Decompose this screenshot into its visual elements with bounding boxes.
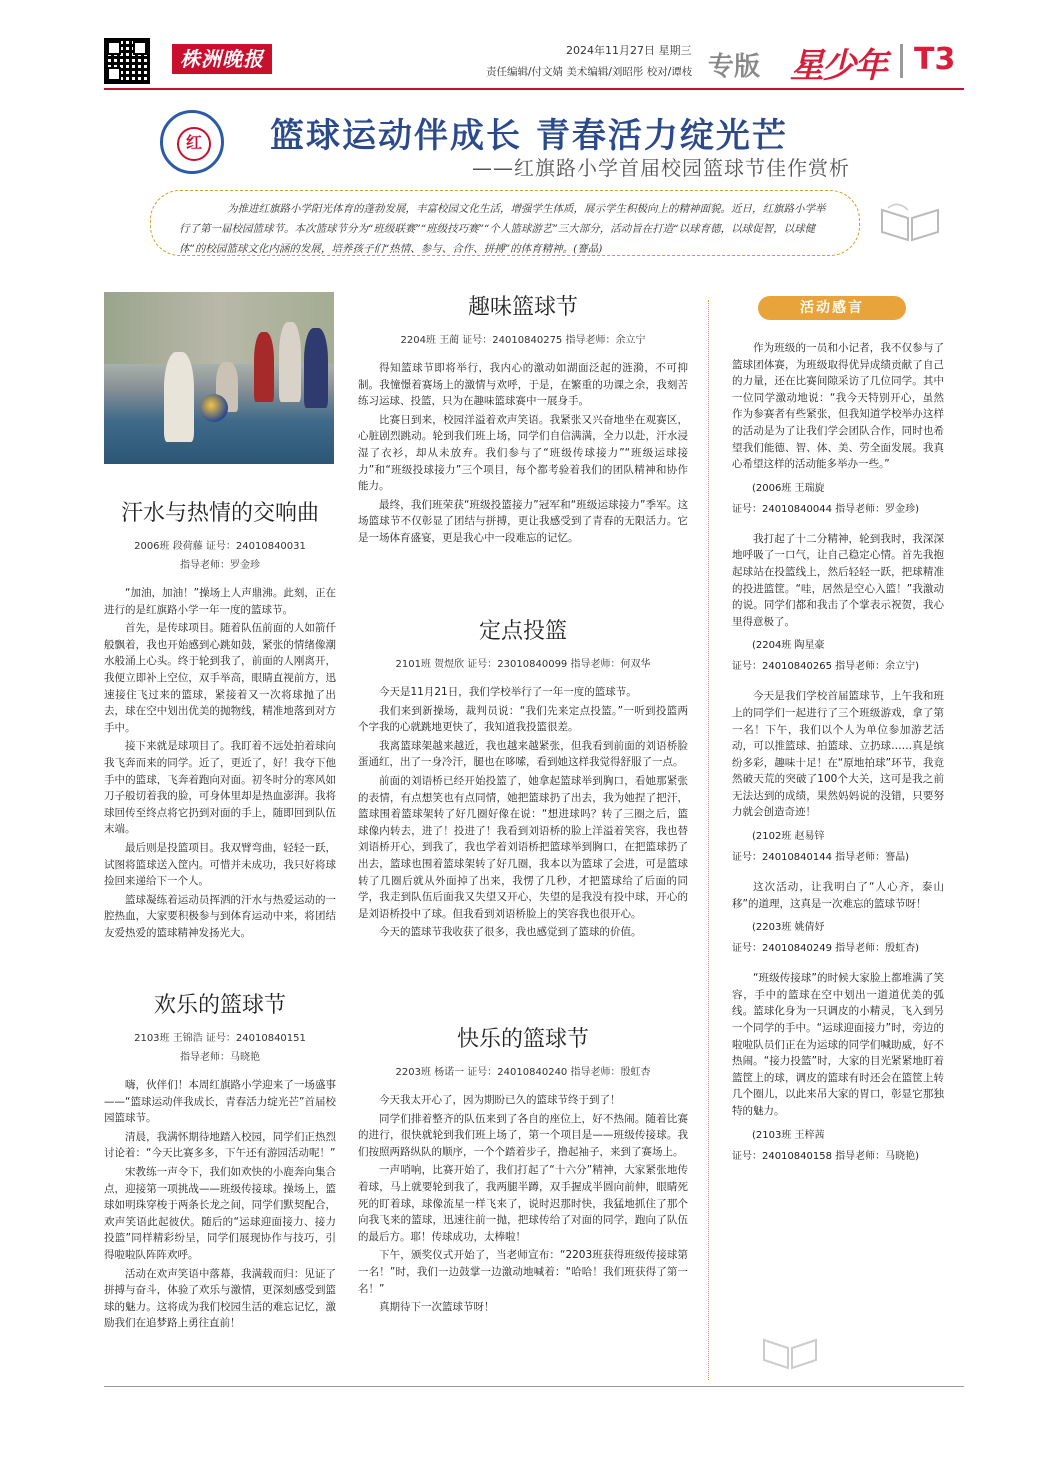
- reflections-list: [732, 340, 944, 1178]
- article-paragraph: 嗨，伙伴们！本周红旗路小学迎来了一场盛事——“篮球运动伴我成长，青春活力绽光芒”首届校园篮球节。: [104, 1079, 336, 1125]
- page-number: T3: [914, 42, 956, 77]
- article-body: [358, 360, 688, 547]
- article-paragraph: 最后则是投篮项目。我双臂弯曲，轻轻一跃，试图将篮球送入筐内。可惜并未成功，我只好将球捡回来递给下一个人。: [104, 841, 336, 888]
- article-title: 汗水与热情的交响曲: [120, 501, 319, 526]
- article-paragraph: 今天我太开心了，因为期盼已久的篮球节终于到了！: [379, 1094, 621, 1106]
- section-tag: 活动感言: [758, 296, 906, 320]
- article-paragraph: 下午，颁奖仪式开始了，当老师宣布：“2203班获得班级传接球第一名！”时，我们一边鼓掌一边激动地喊着：“哈哈！我们班获得了第一名！”: [358, 1249, 688, 1295]
- column-divider: [708, 300, 709, 1380]
- article-paragraph: 真期待下一次篮球节呀！: [379, 1301, 495, 1314]
- article-fixed-shot: [358, 614, 688, 943]
- article-paragraph: 今天的篮球节我收获了很多，我也感觉到了篮球的价值。: [379, 926, 642, 939]
- school-emblem-icon: [160, 110, 224, 174]
- article-paragraph: “加油，加油！”操场上人声鼎沸。此刻，正在进行的是红旗路小学一年一度的篮球节。: [104, 587, 336, 616]
- article-byline: 2103班 王锦浩 证号：24010840151: [134, 1033, 306, 1044]
- article-paragraph: 活动在欢声笑语中落幕，我满载而归：见证了拼搏与奋斗，体验了欢乐与激情，更深刻感受到篮球的魅力。这将成为我们校园生活的难忘记忆，激励我们在追梦路上勇往直前！: [104, 1267, 336, 1330]
- reflection-id: 证号：24010840044 指导老师：罗金珍): [732, 503, 920, 515]
- article-paragraph: 接下来就是球项目了。我盯着不远处拍着球向我飞奔而来的同学。近了，更近了，好！我夺下他手中的篮球，飞奔着跑向对面。初冬时分的寒风如刀子般切着我的脸，可身体里却是热血澎湃。我将球回传至终点将它扔到对面的手上，随即回到队伍末端。: [104, 740, 336, 836]
- reflection-signature: (2006班 王瑞旋: [752, 482, 825, 494]
- reflection-signature: (2103班 王梓茜: [752, 1129, 825, 1141]
- reflection-id: 证号：24010840144 指导老师：謇晶): [732, 852, 910, 864]
- basketball-photo: [104, 292, 334, 464]
- article-paragraph: 我离篮球架越来越近，我也越来越紧张，但我看到前面的刘语桥脸蛋通红，出了一身冷汗，腿也在哆嗦，看到她这样我觉得舒服了一点。: [358, 739, 688, 769]
- editor-credits: 责任编辑/付文婧 美术编辑/刘昭彤 校对/谭枝: [486, 66, 693, 78]
- intro-text: 为推进红旗路小学阳光体育的蓬勃发展，丰富校园文化生活，增强学生体质，展示学生积极向上的精神面貌。近日，红旗路小学举行了第一届校园篮球节。本次篮球节分为“班级联赛”“班级技巧赛”“个人篮球游艺”三大部分，活动旨在打造“以球育德，以球促智，以球健体”的校园篮球文化内涵的发展，培养孩子们“热情、参与、合作、拼搏”的体育精神。(謇晶): [179, 203, 826, 255]
- reflection-entry: [732, 970, 944, 1161]
- article-fun-festival: [358, 290, 688, 549]
- article-byline: 2101班 贺煜欣 证号：23010840099 指导老师：何双华: [395, 659, 651, 670]
- article-title: 欢乐的篮球节: [153, 993, 286, 1018]
- article-sweat-passion: [104, 496, 336, 943]
- reflection-entry: [732, 340, 944, 515]
- article-teacher: 指导老师：马晓艳: [180, 1052, 260, 1063]
- article-paragraph: 宋教练一声令下，我们如欢快的小鹿奔向集合点，迎接第一项挑战——班级传接球。操场上，篮球如明珠穿梭于两条长龙之间，同学们默契配合，欢声笑语此起彼伏。随后的“运球迎面接力、接力投篮”同样精彩纷呈，同学们展现协作与技巧，引得啦啦队阵阵欢呼。: [104, 1165, 336, 1261]
- article-body: [104, 1077, 336, 1332]
- qr-code[interactable]: [104, 38, 150, 84]
- article-title: 定点投篮: [478, 619, 567, 644]
- article-paragraph: 今天是11月21日，我们学校举行了一年一度的篮球节。: [379, 686, 637, 698]
- reflection-entry: [732, 879, 944, 954]
- article-paragraph: 一声哨响，比赛开始了，我们打起了“十六分”精神，大家紧张地传着球，马上就要轮到我了，我两腿半蹲，双手握成半圆向前伸，眼睛死死的盯着球，球像流星一样飞来了，说时迟那时快，我猛地抓住了那个向我飞来的篮球，迅速往前一抛，把球传给了对面的同学，跑向了队伍的最后方。耶！传球成功，太棒啦！: [358, 1164, 688, 1243]
- reflection-entry: [732, 531, 944, 673]
- article-paragraph: 比赛日到来，校园洋溢着欢声笑语。我紧张又兴奋地坐在观赛区，心脏剧烈跳动。轮到我们班上场，同学们自信满满，全力以赴，汗水浸湿了衣衫，却从未放弃。我们参与了“班级传球接力”“班级运球接力”和“班级投球接力”三个项目，每个都考验着我们的团队精神和协作能力。: [358, 413, 688, 493]
- open-book-icon: [878, 198, 942, 242]
- article-title: 趣味篮球节: [467, 295, 578, 320]
- article-paragraph: 首先，是传球项目。随着队伍前面的人如箭仟般飘着，我也开始感到心跳如鼓，紧张的情绪像潮水般涌上心头。终于轮到我了，前面的人刚离开，我便立即补上空位，双手举高，眼睛直视前方，迅速接住飞过来的篮球，紧接着又一次将球抛了出去，球在空中划出优美的抛物线，精准地落到对方手中。: [104, 622, 336, 734]
- reflection-signature: (2102班 赵易锌: [752, 831, 825, 843]
- reflection-text: “班级传接球”的时候大家脸上都堆满了笑容，手中的篮球在空中划出一道道优美的弧线。篮球化身为一只调皮的小精灵，飞入到另一个同学的手中。“运球迎面接力”时，旁边的啦啦队员们正在为运球的同学们喊助威，好不热闹。“接力投篮”时，大家的目光紧紧地盯着篮筐上的球，调皮的篮球有时还会在篮筐上转几个圈儿，以此来吊大家的胃口，彰显它那独特的魅力。: [732, 972, 944, 1117]
- header-rule: [104, 88, 964, 90]
- brand-logo: 星少年: [790, 46, 886, 86]
- article-paragraph: 前面的刘语桥已经开始投篮了，她拿起篮球举到胸口，看她那紧张的表情，有点想笑也有点同情，她把篮球扔了出去，我为她捏了把汗，篮球围着篮球架转了好几圈好像在说：“想进球吗？转了三圈之后，篮球像内转去，进了！投进了！我看到刘语桥的脸上洋溢着笑容，我也替刘语桥开心，到我了，我也学着刘语桥把篮球举到胸口，在把篮球扔了出去，篮球也围着篮球架转了好几圈，我本以为篮球了会进，可是篮球转了几圈后就从外面掉了出来，我愣了几秒，才把篮球给了后面的同学，我走到队伍后面我又失望又开心，失望的是我没有投中球，开心的是刘语桥投中了球。但我看到刘语桥脸上的笑容我也很开心。: [358, 774, 688, 920]
- article-paragraph: 清晨，我满怀期待地踏入校园，同学们正热烈讨论着：“今天比赛多多，下午还有游园活动呢！”: [104, 1130, 336, 1160]
- article-body: [358, 1092, 688, 1316]
- footer-rule: [104, 1386, 964, 1387]
- article-paragraph: 我们来到新操场，裁判员说：“我们先来定点投篮。”一听到投篮两个字我的心就跳地更快了，我知道我投篮很差。: [358, 704, 688, 734]
- article-body: [358, 684, 688, 941]
- school-emblem-mark: 红: [177, 127, 211, 161]
- article-paragraph: 得知篮球节即将举行，我内心的激动如湖面泛起的涟漪，不可抑制。我憧憬着赛场上的激情与欢呼，于是，在繁重的功课之余，我刻苦练习运球、投篮，只为在趣味篮球赛中一展身手。: [358, 362, 688, 408]
- reflection-signature: (2204班 陶星豪: [752, 640, 825, 652]
- issue-date: 2024年11月27日 星期三: [566, 44, 692, 57]
- reflection-id: 证号：24010840249 指导老师：殷虹杏): [732, 943, 920, 955]
- reflection-id: 证号：24010840158 指导老师：马晓艳): [732, 1150, 920, 1162]
- article-body: [104, 585, 336, 941]
- article-title: 快乐的篮球节: [456, 1027, 589, 1052]
- intro-box: [150, 190, 860, 256]
- article-byline: 2006班 段荷藤 证号：24010840031: [134, 541, 306, 552]
- article-joyful-festival: [358, 1022, 688, 1318]
- reflection-text: 我打起了十二分精神，轮到我时，我深深地呼吸了一口气，让自己稳定心情。首先我抱起球站在投篮线上，然后轻轻一跃，把球精准的投进篮筐。“哇，居然是空心入篮！”我激动的说。同学们都和我击了个掌表示祝贺，我心里得意极了。: [732, 532, 944, 628]
- reflection-text: 今天是我们学校首届篮球节，上午我和班上的同学们一起进行了三个班级游戏，拿了第一名！下午，我们以个人为单位参加游艺活动，可以推篮球、拍篮球、立扔球……真是缤纷多彩，趣味十足！在“原地拍球”环节，我竟然破天荒的突破了100个大关，这可是我之前无法达到的成绩，果然妈妈说的没错，只要努力就会创造奇迹！: [732, 690, 944, 819]
- article-byline: 2204班 王蔺 证号：24010840275 指导老师：余立宁: [400, 335, 646, 346]
- reflection-id: 证号：24010840265 指导老师：余立宁): [732, 661, 920, 673]
- article-happy-festival: [104, 988, 336, 1334]
- header-divider: [900, 44, 903, 78]
- page-subtitle: ——红旗路小学首届校园篮球节佳作赏析: [472, 156, 850, 180]
- article-paragraph: 篮球凝练着运动员挥洒的汗水与热爱运动的一腔热血，大家要积极参与到体育运动中来，将团结友爱热爱的篮球精神发扬光大。: [104, 893, 336, 939]
- article-paragraph: 最终，我们班荣获“班级投篮接力”冠军和“班级运球接力”季军。这场篮球节不仅彰显了团结与拼搏，更让我感受到了青春的无限活力。它是一场体育盛宴，更是我心中一段难忘的记忆。: [358, 498, 688, 544]
- reflection-signature: (2203班 姚倩妤: [752, 922, 825, 934]
- article-teacher: 指导老师：罗金珍: [180, 560, 260, 571]
- newspaper-logo: 株洲晚报: [172, 44, 272, 74]
- open-book-icon: [760, 1330, 820, 1370]
- reflection-text: 这次活动，让我明白了“人心齐，泰山移”的道理，这真是一次难忘的篮球节呀！: [732, 881, 944, 910]
- page-title: 篮球运动伴成长 青春活力绽光芒: [270, 116, 788, 156]
- article-paragraph: 同学们排着整齐的队伍来到了各自的座位上，好不热闹。随着比赛的进行，很快就轮到我们班上场了，第一个项目是——班级传接球。我们按照两路纵队的顺序，一个个踏着步子，撸起袖子，来到了赛场上。: [358, 1112, 688, 1158]
- reflection-entry: [732, 688, 944, 863]
- section-label: 专版: [708, 52, 761, 82]
- article-byline: 2203班 杨诺一 证号：24010840240 指导老师：殷虹杏: [395, 1067, 651, 1078]
- reflection-text: 作为班级的一员和小记者，我不仅参与了篮球团体赛，为班级取得优异成绩贡献了自己的力量，还在比赛间隙采访了几位同学。其中一位同学激动地说：“我今天特别开心，虽然作为参赛者有些紧张，但我知道学校举办这样的活动是为了让我们学会团队合作，同时也希望我们能德、智、体、美、劳全面发展。我真心希望这样的活动能多举办一些。”: [732, 342, 944, 471]
